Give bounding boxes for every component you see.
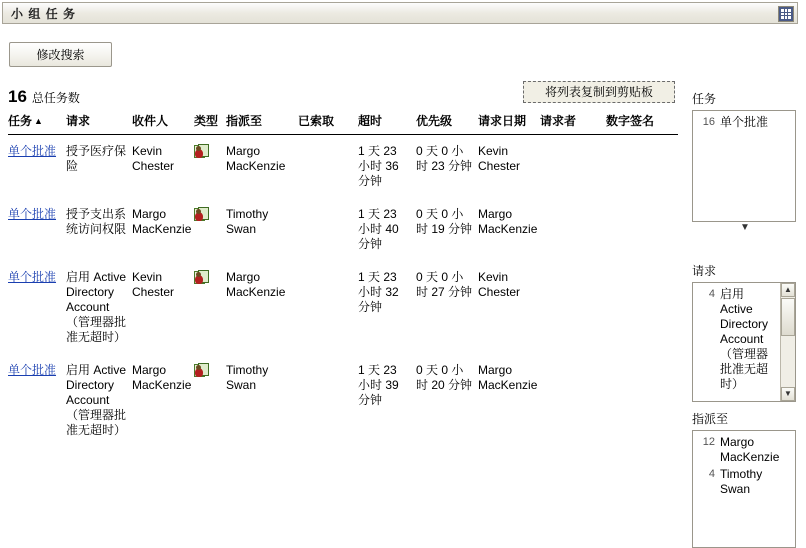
cell-claimed bbox=[298, 135, 358, 199]
table-header-row bbox=[8, 112, 678, 135]
cell-request-date: Kevin Chester bbox=[478, 144, 521, 173]
cell-claimed bbox=[298, 354, 358, 447]
cell-timeout: 1 天 23 小时 39 分钟 bbox=[358, 363, 399, 407]
cell-recipient: Kevin Chester bbox=[132, 270, 175, 299]
facet-label: 启用 Active Directory Account（管理器批准无超时） bbox=[720, 287, 769, 391]
facet-label: 单个批准 bbox=[720, 115, 769, 129]
facet-request bbox=[692, 262, 796, 402]
task-link[interactable]: 单个批准 bbox=[8, 270, 57, 284]
task-count-label: 总任务数 bbox=[31, 91, 80, 105]
modify-search-button[interactable]: 修改搜索 bbox=[9, 42, 112, 67]
cell-task bbox=[8, 354, 66, 447]
cell-priority: 0 天 0 小时 20 分钟 bbox=[416, 363, 473, 392]
column-header-requester[interactable]: 请求者 bbox=[540, 112, 606, 135]
facet-assigned-to-title: 指派至 bbox=[692, 412, 729, 426]
cell-digital-signature bbox=[606, 198, 678, 261]
facet-count: 12 bbox=[702, 436, 715, 448]
facet-task-title: 任务 bbox=[692, 92, 717, 106]
cell-task bbox=[8, 261, 66, 354]
facet-task-listbox[interactable] bbox=[692, 110, 796, 222]
list-item[interactable] bbox=[697, 435, 791, 465]
cell-timeout: 1 天 23 小时 36 分钟 bbox=[358, 144, 399, 188]
task-table bbox=[8, 112, 678, 447]
table-row bbox=[8, 198, 678, 261]
list-item[interactable] bbox=[697, 467, 791, 497]
facet-label: Margo MacKenzie bbox=[720, 435, 780, 464]
cell-priority: 0 天 0 小时 23 分钟 bbox=[416, 144, 473, 173]
scroll-up-icon[interactable]: ▲ bbox=[781, 283, 795, 297]
sort-ascending-icon: ▲ bbox=[34, 116, 43, 126]
cell-assigned-to: Timothy Swan bbox=[226, 363, 269, 392]
cell-requester bbox=[540, 354, 606, 447]
cell-recipient: Margo MacKenzie bbox=[132, 207, 192, 236]
cell-claimed bbox=[298, 261, 358, 354]
column-header-type[interactable]: 类型 bbox=[194, 112, 226, 135]
column-header-task[interactable]: 任务 ▲ bbox=[8, 112, 66, 135]
cell-assigned-to: Timothy Swan bbox=[226, 207, 269, 236]
cell-digital-signature bbox=[606, 135, 678, 199]
task-count bbox=[8, 88, 80, 106]
cell-request: 授予支出系统访问权限 bbox=[66, 207, 127, 236]
cell-request-date: Margo MacKenzie bbox=[478, 207, 538, 236]
copy-list-to-clipboard-button[interactable]: 将列表复制到剪贴板 bbox=[523, 81, 675, 103]
cell-assigned-to: Margo MacKenzie bbox=[226, 270, 286, 299]
cell-type bbox=[194, 135, 226, 199]
approval-task-icon bbox=[194, 207, 212, 223]
cell-request: 启用 Active Directory Account（管理器批准无超时） bbox=[66, 270, 127, 344]
facet-label: Timothy Swan bbox=[720, 467, 763, 496]
scrollbar-thumb[interactable] bbox=[781, 298, 795, 336]
column-header-digital-signature[interactable]: 数字签名 bbox=[606, 112, 678, 135]
facet-count: 16 bbox=[702, 116, 715, 128]
scroll-down-icon[interactable]: ▼ bbox=[781, 387, 795, 401]
cell-request-date: Kevin Chester bbox=[478, 270, 521, 299]
cell-digital-signature bbox=[606, 354, 678, 447]
window-title: 小 组 任 务 bbox=[11, 6, 77, 21]
column-header-assigned-to[interactable]: 指派至 bbox=[226, 112, 298, 135]
cell-requester bbox=[540, 135, 606, 199]
facet-request-listbox[interactable] bbox=[692, 282, 796, 402]
task-link[interactable]: 单个批准 bbox=[8, 363, 57, 377]
column-header-request-date[interactable]: 请求日期 bbox=[478, 112, 540, 135]
cell-type bbox=[194, 354, 226, 447]
cell-type bbox=[194, 198, 226, 261]
column-header-recipient[interactable]: 收件人 bbox=[132, 112, 194, 135]
approval-task-icon bbox=[194, 144, 212, 160]
column-header-priority[interactable]: 优先级 bbox=[416, 112, 478, 135]
table-row bbox=[8, 135, 678, 199]
facet-assigned-to-listbox[interactable] bbox=[692, 430, 796, 548]
table-row bbox=[8, 354, 678, 447]
facet-assigned-to bbox=[692, 410, 796, 548]
cell-claimed bbox=[298, 198, 358, 261]
list-item[interactable] bbox=[697, 115, 791, 130]
column-header-timeout[interactable]: 超时 bbox=[358, 112, 416, 135]
cell-timeout: 1 天 23 小时 32 分钟 bbox=[358, 270, 399, 314]
column-header-claimed[interactable]: 已索取 bbox=[298, 112, 358, 135]
cell-priority: 0 天 0 小时 27 分钟 bbox=[416, 270, 473, 299]
cell-request: 授予医疗保险 bbox=[66, 144, 127, 173]
task-link[interactable]: 单个批准 bbox=[8, 207, 57, 221]
chevron-down-icon[interactable]: ▼ bbox=[740, 222, 750, 233]
cell-recipient: Margo MacKenzie bbox=[132, 363, 192, 392]
facet-request-scrollbar[interactable] bbox=[780, 283, 795, 401]
cell-timeout: 1 天 23 小时 40 分钟 bbox=[358, 207, 399, 251]
cell-requester bbox=[540, 261, 606, 354]
cell-request-date: Margo MacKenzie bbox=[478, 363, 538, 392]
task-count-number: 16 bbox=[8, 87, 27, 106]
facet-count: 4 bbox=[708, 468, 715, 480]
approval-task-icon bbox=[194, 363, 212, 379]
cell-recipient: Kevin Chester bbox=[132, 144, 175, 173]
table-row bbox=[8, 261, 678, 354]
cell-assigned-to: Margo MacKenzie bbox=[226, 144, 286, 173]
cell-digital-signature bbox=[606, 261, 678, 354]
list-item[interactable] bbox=[697, 287, 777, 392]
window-titlebar bbox=[2, 2, 798, 24]
column-header-request[interactable]: 请求 bbox=[66, 112, 132, 135]
cell-priority: 0 天 0 小时 19 分钟 bbox=[416, 207, 473, 236]
cell-task bbox=[8, 198, 66, 261]
cell-type bbox=[194, 261, 226, 354]
task-link[interactable]: 单个批准 bbox=[8, 144, 57, 158]
cell-requester bbox=[540, 198, 606, 261]
facet-task bbox=[692, 90, 796, 236]
facet-request-title: 请求 bbox=[692, 264, 717, 278]
cell-task bbox=[8, 135, 66, 199]
approval-task-icon bbox=[194, 270, 212, 286]
cell-request: 启用 Active Directory Account（管理器批准无超时） bbox=[66, 363, 127, 437]
grid-icon[interactable] bbox=[778, 6, 794, 22]
facet-count: 4 bbox=[708, 288, 715, 300]
